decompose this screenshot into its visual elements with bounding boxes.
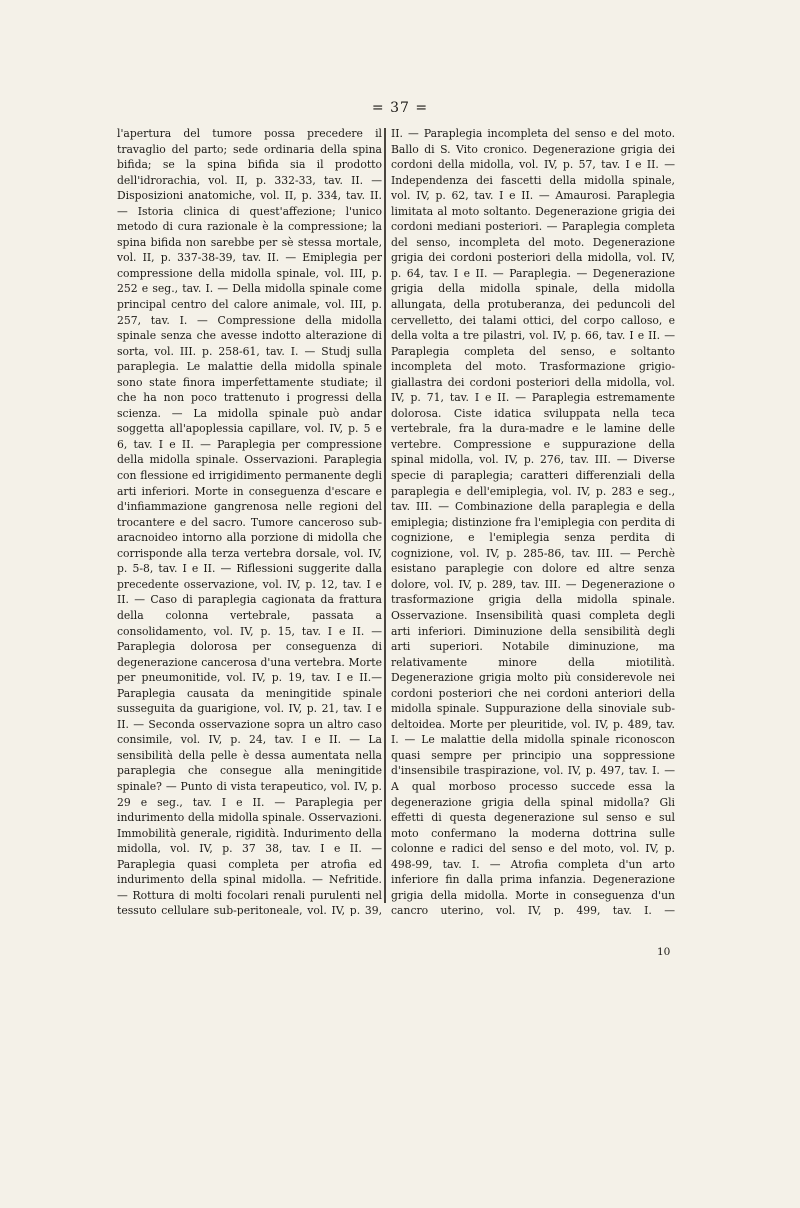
right-column — [391, 126, 675, 916]
left-column-text: l'apertura del tumore possa precedere il travaglio del parto; sede ordinaria della spina bifida; se la spina bifida sia il prodotto dell'idrorachia, vol. II, p. 332-33, tav. II. — Disposizioni anatomiche, vol. II, p. 334, tav. II. — Istoria clinica di quest'affezione; l'unico metodo di cura razionale è la compressione; la spina bifida non sarebbe per sè stessa mortale, vol. II, p. 337-38-39, tav. II. — Emiplegia per compressione della midolla spinale, vol. III, p. 252 e seg., tav. I. — Della midolla spinale come principal centro del calore animale, vol. III, p. 257, tav. I. — Compressione della midolla spinale senza che avesse indotto alterazione di sorta, vol. III. p. 258-61, tav. I. — Studj sulla paraplegia. Le malattie della midolla spinale sono state finora imperfettamente studiate; il che ha non poco trattenuto i progressi della scienza. — La midolla spinale può andar soggetta all'apoplessia capillare, vol. IV, p. 5 e 6, tav. I e II. — Paraplegia per compressione della midolla spinale. Osservazioni. Paraplegia con flessione ed irrigidimento permanente degli arti inferiori. Morte in conseguenza d'escare e d'infiammazione gangrenosa nelle regioni del trocantere e del sacro. Tumore canceroso sub-aracnoideo intorno alla porzione di midolla che corrisponde alla terza vertebra dorsale, vol. IV, p. 5-8, tav. I e II. — Riflessioni suggerite dalla precedente osservazione, vol. IV, p. 12, tav. I e II. — Caso di paraplegia cagionata da frattura della colonna vertebrale, passata a consolidamento, vol. IV, p. 15, tav. I e II. — Paraplegia dolorosa per conseguenza di degenerazione cancerosa d'una vertebra. Morte per pneumonitide, vol. IV, p. 19, tav. I e II.—Paraplegia causata da meningitide spinale susseguita da guarigione, vol. IV, p. 21, tav. I e II. — Seconda osservazione sopra un altro caso consimile, vol. IV, p. 24, tav. I e II. — La sensibilità della pelle è dessa aumentata nella paraplegia che consegue alla meningitide spinale? — Punto di vista terapeutico, vol. IV, p. 29 e seg., tav. I e II. — Paraplegia per indurimento della midolla spinale. Osservazioni. Immobilità generale, rigidità. Indurimento della midolla, vol. IV, p. 37 38, tav. I e II. — Paraplegia quasi completa per atrofia ed indurimento della spinal midolla. — Nefritide. — Rottura di molti focolari renali purulenti nel tessuto cellulare sub-peritoneale, vol. IV, p. 39, — [117, 127, 382, 916]
signature-mark: 10 — [657, 946, 671, 958]
column-divider — [384, 128, 386, 903]
page-number: = 37 = — [371, 100, 429, 116]
right-column-text: II. — Paraplegia incompleta del senso e del moto. Ballo di S. Vito cronico. Degenerazione grigia dei cordoni della midolla, vol. IV, p. 57, tav. I e II. — Independenza dei fascetti della midolla spinale, vol. IV, p. 62, tav. I e II. — Amaurosi. Paraplegia limitata al moto soltanto. Degenerazione grigia dei cordoni mediani posteriori. — Paraplegia completa del senso, incompleta del moto. Degenerazione grigia dei cordoni posteriori della midolla, vol. IV, p. 64, tav. I e II. — Paraplegia. — Degenerazione grigia della midolla spinale, della midolla allungata, della protuberanza, dei peduncoli del cervelletto, dei talami ottici, del corpo calloso, e della volta a tre pilastri, vol. IV, p. 66, tav. I e II. — Paraplegia completa del senso, e soltanto incompleta del moto. Trasformazione grigio-giallastra dei cordoni posteriori della midolla, vol. IV, p. 71, tav. I e II. — Paraplegia estremamente dolorosa. Ciste idatica sviluppata nella teca vertebrale, fra la dura-madre e le lamine delle vertebre. Compressione e suppurazione della spinal midolla, vol. IV, p. 276, tav. III. — Diverse specie di paraplegia; caratteri differenziali della paraplegia e dell'emiplegia, vol. IV, p. 283 e seg., tav. III. — Combinazione della paraplegia e della emiplegia; distinzione fra l'emiplegia con perdita di cognizione, e l'emiplegia senza perdita di cognizione, vol. IV, p. 285-86, tav. III. — Perchè esistano paraplegie con dolore ed altre senza dolore, vol. IV, p. 289, tav. III. — Degenerazione o trasformazione grigia della midolla spinale. Osservazione. Insensibilità quasi completa degli arti inferiori. Diminuzione della sensibilità degli arti superiori. Notabile diminuzione, ma relativamente minore della miotilità. Degenerazione grigia molto più considerevole nei cordoni posteriori che nei cordoni anteriori della midolla spinale. Suppurazione della sinoviale sub-deltoidea. Morte per pleuritide, vol. IV, p. 489, tav. I. — Le malattie della midolla spinale riconoscon quasi sempre per principio una soppressione d'insensibile traspirazione, vol. IV, p. 497, tav. I. — A qual morboso processo succede essa la degenerazione grigia della spinal midolla? Gli effetti di questa degenerazione sul senso e sul moto confermano la moderna dottrina sulle colonne e radici del senso e del moto, vol. IV, p. 498-99, tav. I. — Atrofia completa d'un arto inferiore fin dalla prima infanzia. Degenerazione grigia della midolla. Morte in conseguenza d'un cancro uterino, vol. IV, p. 499, tav. I. — — [391, 127, 675, 916]
left-column — [117, 126, 382, 916]
